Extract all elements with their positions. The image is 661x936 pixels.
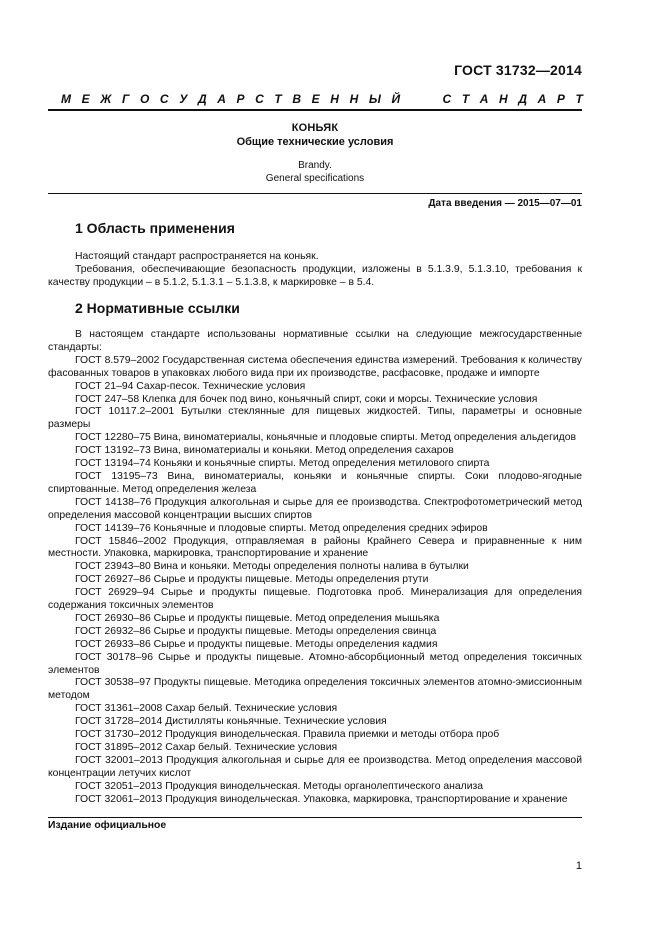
section1-paragraph: Настоящий стандарт распространяется на коньяк. [75, 251, 319, 262]
section2-paragraph: ГОСТ 10117.2–2001 Бутылки стеклянные для пищевых жидкостей. Типы, параметры и основные размеры [48, 406, 582, 431]
banner-letter: А [217, 92, 226, 106]
document-subtitle-english: General specifications [265, 173, 365, 184]
official-edition-note: Издание официальное [48, 820, 167, 831]
banner-letter: А [479, 92, 489, 106]
section2-paragraph: ГОСТ 30538–97 Продукты пищевые. Методика определения токсичных элементов атомно-эмиссионным методом [48, 677, 582, 702]
section-1-body [48, 251, 582, 290]
banner-letter: Т [274, 92, 282, 106]
section2-paragraph: ГОСТ 26930–86 Сырье и продукты пищевые. Метод определения мышьяка [75, 612, 440, 624]
document-title-english: Brandy. [298, 160, 332, 171]
banner-letter: Н [499, 92, 508, 106]
section2-paragraph: ГОСТ 31730–2012 Продукция винодельческая. Правила приемки и методы отбора проб [75, 729, 500, 741]
banner-letter: С [442, 92, 452, 106]
banner-letter: Д [197, 92, 207, 106]
section2-paragraph: ГОСТ 32061–2013 Продукция винодельческая. Упаковка, маркировка, транспортирование и хранение [75, 793, 568, 805]
section2-paragraph: ГОСТ 26929–94 Сырье и продукты пищевые. Подготовка проб. Минерализация для определения содержания токсичных элементов [48, 587, 582, 612]
section2-paragraph: ГОСТ 31728–2014 Дистилляты коньячные. Технические условия [75, 716, 387, 728]
section1-paragraph: Требования, обеспечивающие безопасность продукции, изложены в 5.1.3.9, 5.1.3.10, требования к качеству продукции – в 5.1.2, 5.1.3.1 – 5.1.3.8, к маркировке – в 5.4. [48, 263, 582, 288]
title-rule [48, 193, 582, 194]
section2-paragraph: ГОСТ 26933–86 Сырье и продукты пищевые. Методы определения кадмия [75, 638, 438, 650]
section2-paragraph: ГОСТ 23943–80 Вина и коньяки. Методы определения полноты налива в бутылки [75, 561, 469, 573]
section2-paragraph: ГОСТ 13192–73 Вина, виноматериалы и коньяки. Метод определения сахаров [75, 445, 454, 457]
banner-letter: В [292, 92, 302, 106]
introduction-date: Дата введения — 2015—07—01 [428, 198, 582, 209]
banner-letter: Й [391, 92, 401, 106]
banner-letter: Н [349, 92, 359, 106]
section2-paragraph: ГОСТ 32001–2013 Продукция алкогольная и сырье для ее производства. Метод определения массовой концентрации летучих кислот [48, 754, 582, 779]
banner-letter: Ж [100, 92, 112, 106]
banner-letter: С [255, 92, 264, 106]
section2-paragraph: ГОСТ 13195–73 Вина, виноматериалы, коньяки и коньячные спирты. Соки плодово-ягодные спиртованные. Метод определения железа [48, 470, 582, 495]
banner-letter: Г [121, 92, 130, 106]
section2-paragraph: ГОСТ 32051–2013 Продукция винодельческая. Методы органолептического анализа [75, 780, 484, 792]
banner-letter: А [537, 92, 547, 106]
section2-paragraph: В настоящем стандарте использованы нормативные ссылки на следующие межгосударственные стандарты: [48, 329, 582, 353]
banner-letter: Е [81, 92, 90, 106]
banner-letter: Т [575, 92, 583, 106]
banner-letter: Д [518, 92, 527, 106]
banner-letter: Р [556, 92, 565, 106]
header-rule [48, 109, 582, 111]
footer-rule [48, 817, 582, 818]
section2-paragraph: ГОСТ 15846–2002 Продукция, отправляемая в районы Крайнего Севера и приравненные к ним местности. Упаковка, маркировка, транспортирование и хранение [48, 535, 582, 560]
page-number: 1 [575, 860, 582, 872]
interstate-standard-banner [61, 92, 583, 108]
section2-paragraph: ГОСТ 14139–76 Коньячные и плодовые спирты. Метод определения средних эфиров [75, 522, 488, 534]
document-title: КОНЬЯК [291, 122, 339, 134]
banner-letter: М [61, 92, 71, 106]
banner-letter: О [139, 92, 150, 106]
section2-paragraph: ГОСТ 14138–76 Продукция алкогольная и сырье для ее производства. Спектрофотометрический метод определения массовой концентрации высших спиртов [48, 496, 582, 521]
section2-paragraph: ГОСТ 31895–2012 Сахар белый. Технические условия [75, 742, 338, 753]
section2-paragraph: ГОСТ 21–94 Сахар-песок. Технические условия [75, 380, 306, 392]
section2-paragraph: ГОСТ 31361–2008 Сахар белый. Технические условия [75, 703, 338, 715]
section-2-body [48, 329, 582, 807]
banner-letter: Е [311, 92, 320, 106]
banner-letter: У [179, 92, 188, 106]
standard-number: ГОСТ 31732—2014 [454, 62, 582, 78]
section2-paragraph: ГОСТ 13194–74 Коньяки и коньячные спирты. Метод определения метилового спирта [75, 458, 490, 470]
section-2-heading: 2 Нормативные ссылки [75, 300, 240, 316]
section2-paragraph: ГОСТ 30178–96 Сырье и продукты пищевые. Атомно-абсорбционный метод определения токсичных элементов [48, 651, 582, 676]
section2-paragraph: ГОСТ 26932–86 Сырье и продукты пищевые. Методы определения свинца [75, 625, 437, 637]
banner-letter: Т [461, 92, 470, 106]
banner-letter: Р [236, 92, 245, 106]
section2-paragraph: ГОСТ 26927–86 Сырье и продукты пищевые. Методы определения ртути [75, 574, 429, 586]
banner-letter: С [159, 92, 169, 106]
section2-paragraph: ГОСТ 247–58 Клепка для бочек под вино, коньячный спирт, соки и морсы. Технические условия [75, 393, 538, 405]
section2-paragraph: ГОСТ 8.579–2002 Государственная система обеспечения единства измерений. Требования к количеству фасованных товаров в упаковках любого вида при их производстве, расфасовке, продаже и импорте [48, 354, 582, 379]
document-subtitle: Общие технические условия [236, 136, 394, 148]
section-1-heading: 1 Область применения [75, 220, 235, 236]
banner-letter: Н [330, 92, 339, 106]
section2-paragraph: ГОСТ 12280–75 Вина, виноматериалы, коньячные и плодовые спирты. Метод определения альдегидов [75, 432, 577, 444]
banner-letter: Ы [368, 92, 381, 106]
